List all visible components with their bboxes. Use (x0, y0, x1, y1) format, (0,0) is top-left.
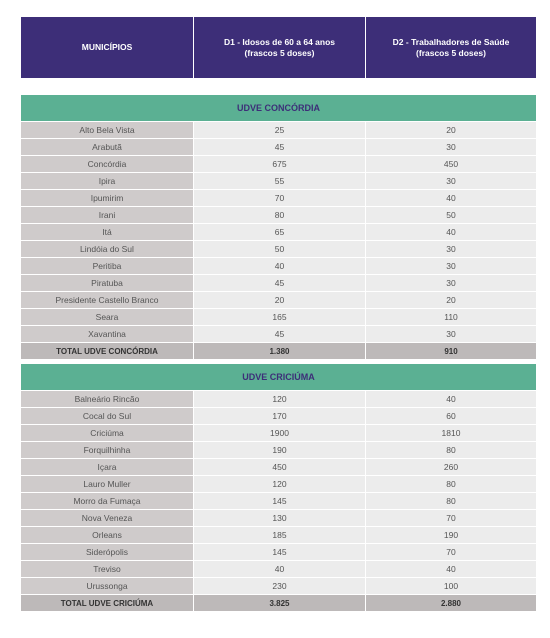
d2-value-cell: 30 (365, 241, 536, 257)
section-title: UDVE CONCÓRDIA (21, 95, 536, 121)
d2-value-cell: 80 (365, 476, 536, 492)
d1-value-cell: 55 (193, 173, 365, 189)
d1-value-cell: 1900 (193, 425, 365, 441)
d2-value-cell: 30 (365, 173, 536, 189)
table-row (21, 155, 536, 172)
d2-value-cell: 20 (365, 292, 536, 308)
d2-value-cell: 260 (365, 459, 536, 475)
municipio-cell: Içara (21, 459, 193, 475)
table-row (21, 291, 536, 308)
municipio-cell: Morro da Fumaça (21, 493, 193, 509)
d1-value-cell: 40 (193, 258, 365, 274)
municipio-cell: Ipumirim (21, 190, 193, 206)
d2-value-cell: 40 (365, 190, 536, 206)
d2-value-cell: 100 (365, 578, 536, 594)
d2-value-cell: 80 (365, 442, 536, 458)
municipio-cell: Irani (21, 207, 193, 223)
d2-value-cell: 190 (365, 527, 536, 543)
table-row (21, 458, 536, 475)
municipio-cell: TOTAL UDVE CRICIÚMA (21, 595, 193, 611)
table-row (21, 424, 536, 441)
municipio-cell: Lauro Muller (21, 476, 193, 492)
d1-value-cell: 50 (193, 241, 365, 257)
total-row (21, 342, 536, 359)
table-row (21, 441, 536, 458)
table-row (21, 325, 536, 342)
d2-value-cell: 30 (365, 275, 536, 291)
header-municipios (21, 17, 193, 78)
table-row (21, 240, 536, 257)
d1-value-cell: 3.825 (193, 595, 365, 611)
table-row (21, 172, 536, 189)
d2-value-cell: 60 (365, 408, 536, 424)
section-udve-concordia (21, 95, 536, 359)
d2-value-cell: 40 (365, 561, 536, 577)
d2-value-cell: 20 (365, 122, 536, 138)
d1-value-cell: 145 (193, 493, 365, 509)
municipio-cell: Nova Veneza (21, 510, 193, 526)
table-row (21, 526, 536, 543)
d1-value-cell: 230 (193, 578, 365, 594)
d2-value-cell: 70 (365, 544, 536, 560)
d1-value-cell: 45 (193, 326, 365, 342)
municipio-cell: Itá (21, 224, 193, 240)
municipio-cell: Arabutã (21, 139, 193, 155)
d1-value-cell: 450 (193, 459, 365, 475)
d2-value-cell: 110 (365, 309, 536, 325)
table-row (21, 308, 536, 325)
d1-value-cell: 170 (193, 408, 365, 424)
table-row (21, 206, 536, 223)
table-row (21, 577, 536, 594)
municipio-cell: Ipira (21, 173, 193, 189)
d2-value-cell: 2.880 (365, 595, 536, 611)
section-udve-criciuma (21, 364, 536, 611)
d2-value-cell: 50 (365, 207, 536, 223)
header-d2-title: D2 - Trabalhadores de Saúde (392, 36, 510, 47)
d1-value-cell: 40 (193, 561, 365, 577)
municipio-cell: Orleans (21, 527, 193, 543)
d2-value-cell: 40 (365, 391, 536, 407)
table-row (21, 223, 536, 240)
d2-value-cell: 80 (365, 493, 536, 509)
d1-value-cell: 185 (193, 527, 365, 543)
municipio-cell: Concórdia (21, 156, 193, 172)
d1-value-cell: 675 (193, 156, 365, 172)
municipio-cell: Seara (21, 309, 193, 325)
municipio-cell: TOTAL UDVE CONCÓRDIA (21, 343, 193, 359)
municipio-cell: Piratuba (21, 275, 193, 291)
municipio-cell: Criciúma (21, 425, 193, 441)
header-d1-subtitle: (frascos 5 doses) (244, 47, 315, 58)
d1-value-cell: 80 (193, 207, 365, 223)
table-row (21, 475, 536, 492)
d1-value-cell: 165 (193, 309, 365, 325)
table-row (21, 274, 536, 291)
d1-value-cell: 65 (193, 224, 365, 240)
municipio-cell: Lindóia do Sul (21, 241, 193, 257)
table-row (21, 407, 536, 424)
header-d2 (365, 17, 536, 78)
table-row (21, 509, 536, 526)
municipio-cell: Forquilhinha (21, 442, 193, 458)
table-row (21, 189, 536, 206)
header-d2-subtitle: (frascos 5 doses) (416, 47, 486, 58)
d2-value-cell: 40 (365, 224, 536, 240)
table-row (21, 560, 536, 577)
municipio-cell: Presidente Castello Branco (21, 292, 193, 308)
municipio-cell: Urussonga (21, 578, 193, 594)
d2-value-cell: 30 (365, 326, 536, 342)
d1-value-cell: 45 (193, 139, 365, 155)
d1-value-cell: 120 (193, 476, 365, 492)
d1-value-cell: 120 (193, 391, 365, 407)
municipio-cell: Cocal do Sul (21, 408, 193, 424)
table-header (21, 17, 536, 78)
header-d1 (193, 17, 365, 78)
d1-value-cell: 25 (193, 122, 365, 138)
table-row (21, 543, 536, 560)
table-row (21, 121, 536, 138)
d1-value-cell: 20 (193, 292, 365, 308)
table-row (21, 492, 536, 509)
header-municipios-label: MUNICÍPIOS (81, 42, 133, 52)
municipio-cell: Alto Bela Vista (21, 122, 193, 138)
d2-value-cell: 450 (365, 156, 536, 172)
table-row (21, 138, 536, 155)
d2-value-cell: 1810 (365, 425, 536, 441)
d1-value-cell: 70 (193, 190, 365, 206)
d2-value-cell: 70 (365, 510, 536, 526)
d1-value-cell: 190 (193, 442, 365, 458)
municipio-cell: Xavantina (21, 326, 193, 342)
d2-value-cell: 910 (365, 343, 536, 359)
table-row (21, 257, 536, 274)
d1-value-cell: 145 (193, 544, 365, 560)
table-row (21, 390, 536, 407)
d1-value-cell: 130 (193, 510, 365, 526)
municipio-cell: Siderópolis (21, 544, 193, 560)
municipio-cell: Balneário Rincão (21, 391, 193, 407)
section-title: UDVE CRICIÚMA (21, 364, 536, 390)
municipio-cell: Treviso (21, 561, 193, 577)
d2-value-cell: 30 (365, 139, 536, 155)
d2-value-cell: 30 (365, 258, 536, 274)
d1-value-cell: 1.380 (193, 343, 365, 359)
total-row (21, 594, 536, 611)
d1-value-cell: 45 (193, 275, 365, 291)
header-d1-title: D1 - Idosos de 60 a 64 anos (223, 36, 335, 47)
municipio-cell: Peritiba (21, 258, 193, 274)
